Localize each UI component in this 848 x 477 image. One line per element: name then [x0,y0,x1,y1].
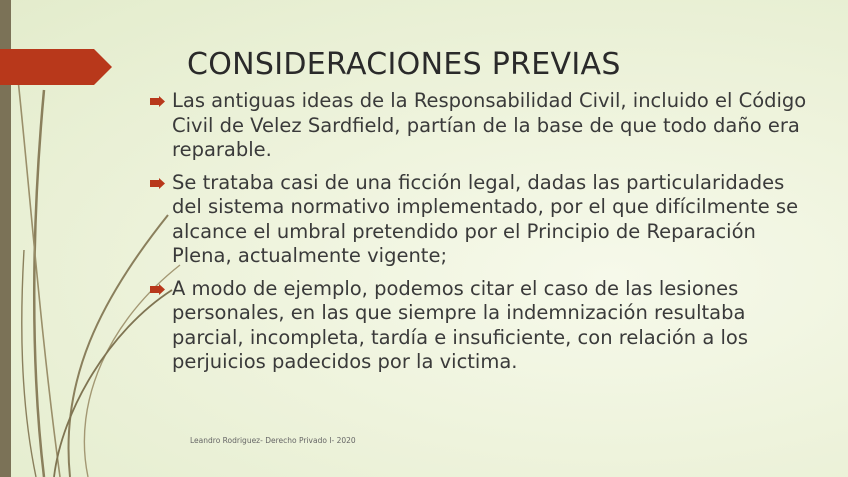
arrow-right-icon [150,178,165,189]
bullet-text: Las antiguas ideas de la Responsabilidad Civil, incluido el Código Civil de Velez Sardfield, partían de la base de que todo daño era reparable. [172,89,807,161]
arrow-banner-icon [0,49,112,85]
bullet-item [150,277,810,375]
arrow-right-icon [150,96,165,107]
bullet-list [150,89,810,383]
bullet-item [150,89,810,163]
slide-title: CONSIDERACIONES PREVIAS [187,47,621,82]
bullet-text: Se trataba casi de una ficción legal, dadas las particularidades del sistema normativo implementado, por el que difícilmente se alcance el umbral pretendido por el Principio de Reparación Plena, actualmente vigente; [172,170,799,267]
bullet-item [150,171,810,269]
bullet-text: A modo de ejemplo, podemos citar el caso de las lesiones personales, en las que siempre la indemnización resultaba parcial, incompleta, tardía e insuficiente, con relación a los perjuicios padecidos por la victima. [172,276,748,373]
slide-footer: Leandro Rodriguez- Derecho Privado I- 2020 [190,436,356,445]
arrow-right-icon [150,284,165,295]
